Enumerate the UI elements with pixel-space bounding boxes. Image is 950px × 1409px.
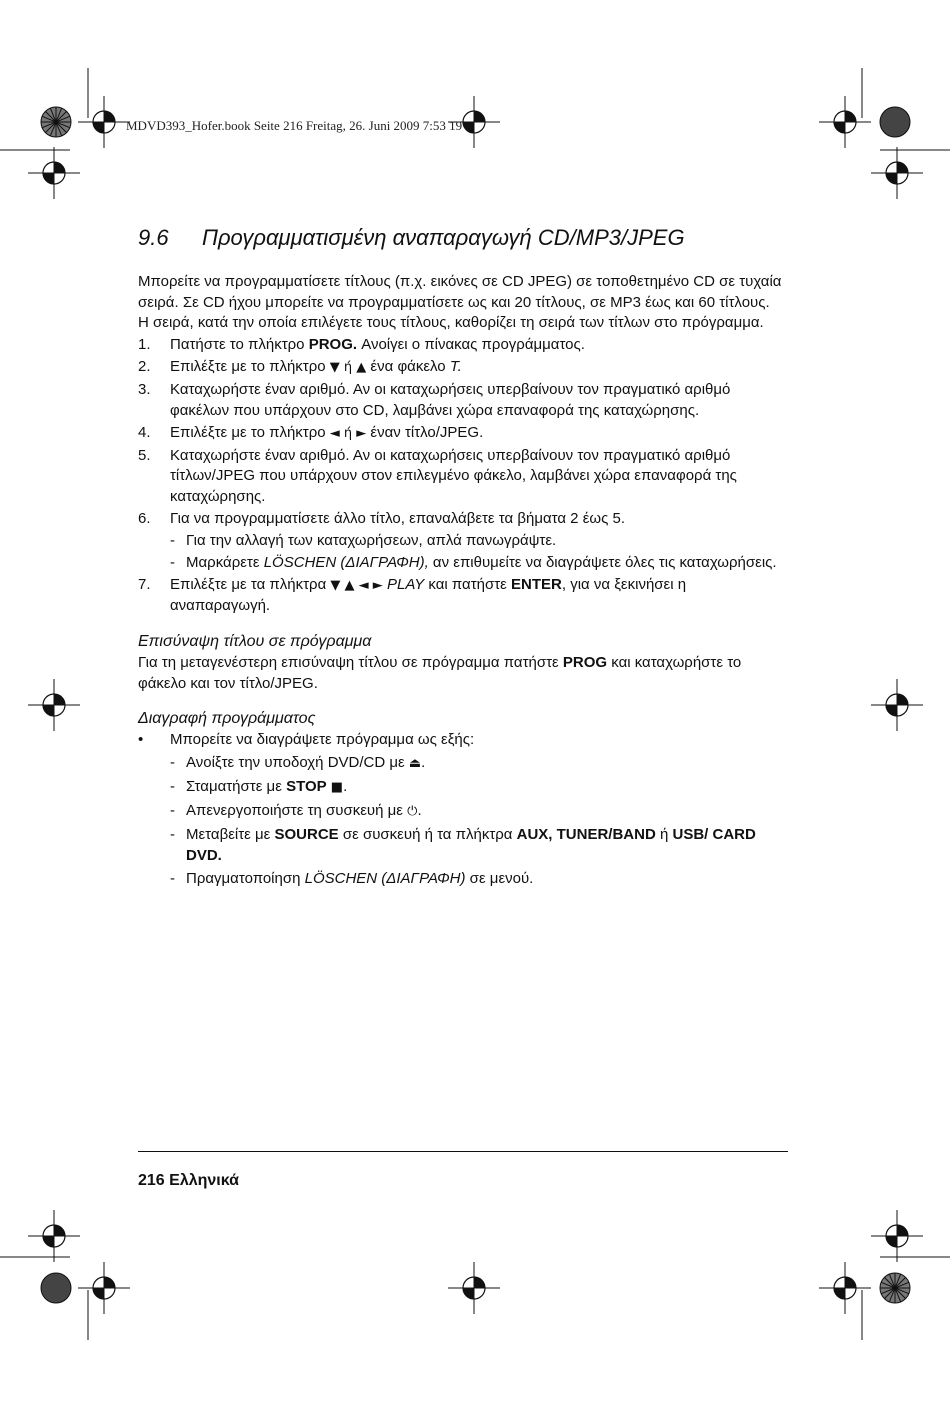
arrow-left-right-icon: ◄ ή ► (329, 425, 367, 441)
sub-item (170, 869, 790, 890)
delete-heading: Διαγραφή προγράμματος (138, 710, 316, 728)
page-footer: 216 Ελληνικά (138, 1172, 239, 1189)
step-1 (138, 335, 790, 356)
stop-icon: ■ (326, 780, 344, 796)
source-key-label: SOURCE (274, 826, 339, 844)
delete-bullet (138, 730, 790, 889)
step-number: 6. (138, 509, 151, 527)
dash-icon: - (170, 802, 175, 820)
step-7 (138, 575, 790, 617)
step-number: 2. (138, 358, 151, 376)
power-icon: ⏻ (407, 804, 418, 820)
sub-item-text: . (343, 778, 348, 796)
sub-item-text: Μεταβείτε με (186, 826, 275, 844)
dash-icon: - (170, 869, 175, 887)
append-heading: Επισύναψη τίτλου σε πρόγραμμα (138, 633, 372, 651)
step-5 (138, 446, 790, 508)
sub-item-text: Ανοίξτε την υποδοχή DVD/CD με (186, 754, 409, 772)
arrow-down-up-icon: ▼ ή ▲ (329, 360, 367, 376)
stop-key-label: STOP (286, 778, 327, 796)
step-text: , για να ξεκινήσει η αναπαραγωγή. (170, 575, 687, 615)
sub-item-text: ή (655, 826, 673, 844)
step-2 (138, 357, 790, 379)
append-text: Για τη μεταγενέστερη επισύναψη τίτλου σε πρόγραμμα πατήστε (138, 654, 563, 672)
sub-item (170, 801, 790, 823)
arrow-keys-icon: ▼ ▲ ◄ ► (330, 577, 383, 593)
step-text: Πατήστε το πλήκτρο (170, 336, 309, 354)
sub-item (170, 777, 790, 799)
step-number: 3. (138, 381, 151, 399)
bullet-icon: • (138, 731, 144, 749)
section-title-text: Προγραμματισμένη αναπαραγωγή CD/MP3/JPEG (202, 225, 685, 250)
step-text: Επιλέξτε με τα πλήκτρα (170, 575, 331, 593)
step-3 (138, 380, 790, 421)
aux-tuner-key-label: AUX, TUNER/BAND (516, 826, 656, 844)
page-content (138, 224, 790, 889)
sub-item (170, 825, 790, 866)
step-text: έναν τίτλο/JPEG. (366, 423, 484, 441)
enter-key-label: ENTER (511, 575, 562, 593)
step-4 (138, 423, 790, 445)
sub-item-text: . (421, 754, 426, 772)
sub-item (170, 531, 790, 552)
delete-option-label: LÖSCHEN (ΔΙΑΓΡΑΦΗ) (304, 869, 466, 887)
sub-item (170, 553, 790, 574)
step-6-sublist (170, 531, 790, 574)
steps-list (138, 335, 790, 617)
step-text: Καταχωρήστε έναν αριθμό. Αν οι καταχωρήσεις υπερβαίνουν τον πραγματικό αριθμό φακέλων που υπάρχουν στο CD, λαμβάνει χώρα επαναφορά της καταχώρησης. (170, 381, 731, 419)
dash-icon: - (170, 531, 175, 549)
eject-icon: ⏏ (408, 756, 422, 772)
prog-key-label: PROG. (308, 336, 358, 354)
delete-sublist (170, 753, 790, 889)
step-text: Καταχωρήστε έναν αριθμό. Αν οι καταχωρήσεις υπερβαίνουν τον πραγματικό αριθμό τίτλων/JPEG που υπάρχουν στον επιλεγμένο φάκελο, λαμβάνει χώρα επαναφορά της καταχώρησης. (170, 446, 737, 505)
step-number: 4. (138, 423, 151, 441)
section-title (138, 224, 790, 252)
sub-item-text: σε μενού. (465, 869, 534, 887)
step-number: 1. (138, 336, 151, 354)
print-header: MDVD393_Hofer.book Seite 216 Freitag, 26. Juni 2009 7:53 19 (126, 118, 463, 133)
folder-label: T. (449, 358, 462, 376)
sub-item-text: Απενεργοποιήστε τη συσκευή με (186, 802, 408, 820)
prog-key-label: PROG (562, 654, 608, 672)
dash-icon: - (170, 553, 175, 571)
delete-option-label: LÖSCHEN (ΔΙΑΓΡΑΦΗ), (263, 553, 429, 571)
dash-icon: - (170, 826, 175, 844)
step-text: Ανοίγει ο πίνακας προγράμματος. (357, 336, 585, 354)
dash-icon: - (170, 778, 175, 796)
sub-item-text: Μαρκάρετε (186, 553, 264, 571)
bullet-text: Μπορείτε να διαγράψετε πρόγραμμα ως εξής: (170, 731, 475, 749)
step-number: 7. (138, 575, 151, 593)
intro-paragraph: Μπορείτε να προγραμματίσετε τίτλους (π.χ. εικόνες σε CD JPEG) σε τοποθετημένο CD σε τυχαία σειρά. Σε CD ήχου μπορείτε να προγραμματίσετε ως και 20 τίτλους, σε MP3 έως και 60 τίτλους. (138, 273, 782, 311)
step-6 (138, 509, 790, 574)
usb-card-key-label: USB/ CARD DVD. (186, 826, 756, 864)
section-number: 9.6 (138, 225, 169, 250)
append-text: και καταχωρήστε το φάκελο και τον τίτλο/JPEG. (138, 654, 742, 692)
sub-item-text: Για την αλλαγή των καταχωρήσεων, απλά πανωγράψτε. (186, 531, 557, 549)
sub-item-text: Πραγματοποίηση (186, 869, 305, 887)
sub-item-text: σε συσκευή ή τα πλήκτρα (338, 826, 517, 844)
step-number: 5. (138, 446, 151, 464)
sub-item (170, 753, 790, 775)
step-text: Επιλέξτε με το πλήκτρο (170, 423, 330, 441)
append-paragraph (138, 653, 790, 694)
dash-icon: - (170, 754, 175, 772)
sub-item-text: . (417, 802, 422, 820)
step-text: Επιλέξτε με το πλήκτρο (170, 358, 330, 376)
step-text: ένα φάκελο (366, 358, 450, 376)
step-text: Για να προγραμματίσετε άλλο τίτλο, επαναλάβετε τα βήματα 2 έως 5. (170, 509, 625, 527)
sub-item-text: Σταματήστε με (186, 778, 287, 796)
sub-item-text: αν επιθυμείτε να διαγράψετε όλες τις καταχωρήσεις. (428, 553, 777, 571)
step-text: και πατήστε (424, 575, 512, 593)
intro-paragraph-order: Η σειρά, κατά την οποία επιλέγετε τους τίτλους, καθορίζει τη σειρά των τίτλων στο πρόγραμμα. (138, 314, 764, 332)
play-label: PLAY (382, 575, 425, 593)
footer-rule (138, 1151, 788, 1152)
